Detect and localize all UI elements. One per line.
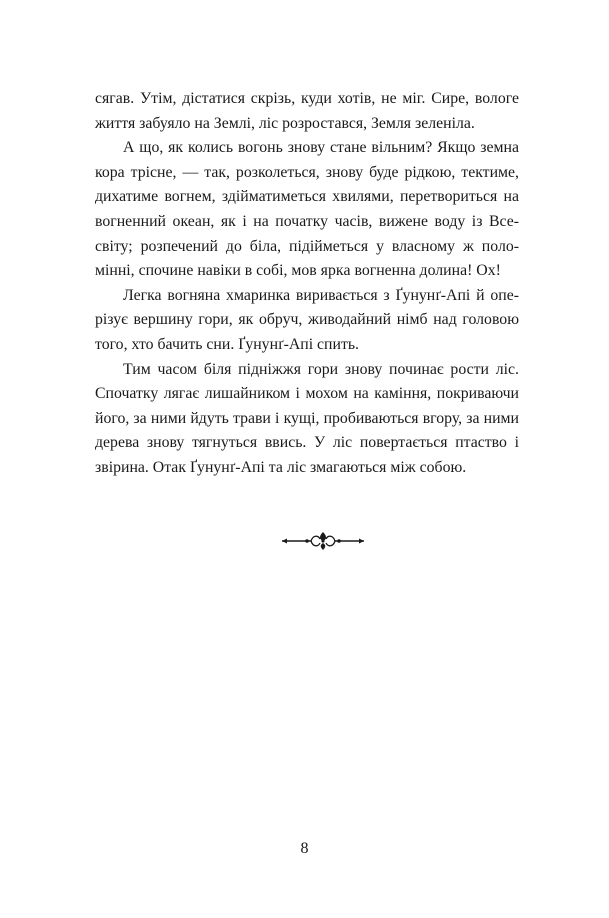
decorative-flourish-icon (278, 528, 368, 554)
paragraph-1: сягав. Утім, дістатися скрізь, куди хотів, не міг. Сире, вологе життя забуяло на Землі, ліс розростався, Земля зеленіла. (95, 90, 519, 132)
page-number: 8 (300, 840, 309, 857)
body-text (95, 87, 519, 481)
paragraph-2: А що, як колись вогонь знову стане вільним? Якщо земна кора трісне, — так, розколеться, знову буде рідкою, тектиме, дихатиме вогнем, здійматиметься хвилями, перетвориться на вогненний океан, як і на початку часів, вижене воду із Всесвіту; розпечений до біла, підійметься у власному ж поломінні, спочине навіки в собі, мов яркa вогненна долина! Ох! (95, 139, 519, 280)
paragraph-3: Легка вогняна хмаринка виривається з Ґунунґ-Апі й оперізує вершину гори, як обруч, живодайний німб над головою того, хто бачить сни. Ґунунґ-Апі спить. (95, 286, 519, 353)
paragraph-4: Тим часом біля підніжжя гори знову починає рости ліс. Спочатку лягає лишайником і мохом на каміння, покриваючи його, за ними йдуть трави і кущі, пробиваються вгору, за ними дерева знову тягнуться ввись. У ліс повертається птаство і звірина. Отак Ґунунґ-Апі та ліс змагаються між собою. (95, 360, 519, 476)
